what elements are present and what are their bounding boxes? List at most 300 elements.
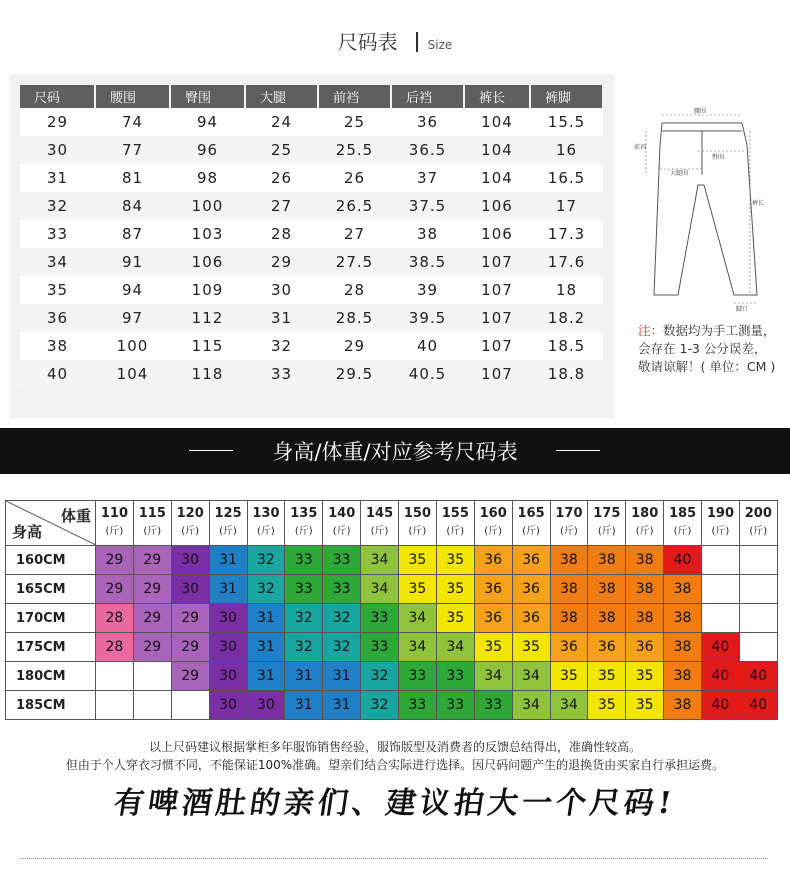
grid-size-cell: 30 [171, 546, 209, 575]
size-table-row [20, 248, 603, 276]
size-table-cell: 106 [464, 220, 530, 248]
size-table-cell: 16.5 [530, 164, 603, 192]
grid-size-cell: 35 [399, 546, 437, 575]
grid-size-cell: 38 [550, 546, 588, 575]
grid-size-cell: 35 [474, 633, 512, 662]
grid-weight-unit: (斤) [408, 526, 427, 537]
size-table-cell: 18.2 [530, 304, 603, 332]
grid-weight-unit: (斤) [143, 526, 162, 537]
grid-size-cell: 31 [247, 662, 285, 691]
grid-size-cell [739, 575, 777, 604]
grid-size-cell: 31 [209, 575, 247, 604]
size-table-cell: 74 [95, 108, 170, 136]
grid-size-cell: 40 [664, 546, 702, 575]
size-table-cell: 100 [95, 332, 170, 360]
size-table-cell: 29.5 [318, 360, 391, 388]
grid-size-cell: 32 [285, 633, 323, 662]
grid-size-cell: 31 [285, 662, 323, 691]
corner-height-label: 身高 [12, 523, 43, 541]
grid-size-cell: 33 [474, 691, 512, 720]
size-table-cell: 112 [170, 304, 245, 332]
corner-weight-label: 体重 [60, 507, 91, 525]
size-table-cell: 81 [95, 164, 170, 192]
grid-size-cell: 33 [323, 575, 361, 604]
grid-corner [6, 501, 96, 546]
size-table-header-cell: 裤长 [464, 85, 530, 108]
grid-weight-unit: (斤) [219, 526, 237, 537]
grid-size-cell: 33 [285, 575, 323, 604]
grid-weight-header [474, 501, 512, 546]
size-table-cell: 39 [391, 276, 464, 304]
grid-weight-value: 170 [555, 506, 583, 521]
size-table-cell: 109 [170, 276, 245, 304]
dotted-divider [20, 858, 768, 859]
grid-size-cell: 38 [664, 604, 702, 633]
size-table-cell: 36 [20, 304, 95, 332]
grid-weight-value: 165 [517, 506, 545, 521]
grid-size-cell: 29 [133, 575, 171, 604]
grid-weight-unit: (斤) [711, 526, 730, 537]
size-table-cell: 29 [318, 332, 391, 360]
size-table-cell: 106 [464, 192, 530, 220]
grid-size-cell: 29 [133, 604, 171, 633]
grid-size-cell: 31 [323, 691, 361, 720]
grid-size-cell: 30 [209, 633, 247, 662]
grid-weight-value: 130 [252, 506, 280, 521]
grid-size-cell: 32 [323, 633, 361, 662]
grid-size-cell: 29 [171, 662, 209, 691]
grid-weight-unit: (斤) [105, 526, 124, 537]
note-text: 数据均为手工测量，会存在 1-3 公分误差，敬请谅解！( 单位：CM ) [638, 323, 776, 374]
grid-size-cell: 36 [512, 546, 550, 575]
size-table-cell: 36.5 [391, 136, 464, 164]
grid-weight-unit: (斤) [446, 526, 465, 537]
size-table-header-cell: 腰围 [95, 85, 170, 108]
size-table-cell: 25 [318, 108, 391, 136]
grid-size-cell: 36 [512, 604, 550, 633]
size-table-cell: 28.5 [318, 304, 391, 332]
grid-header-row [6, 501, 778, 546]
size-table-cell: 91 [95, 248, 170, 276]
grid-weight-header [285, 501, 323, 546]
size-table-cell: 32 [245, 332, 318, 360]
grid-row [6, 633, 778, 662]
grid-weight-value: 175 [593, 506, 621, 521]
grid-weight-header [247, 501, 285, 546]
grid-size-cell: 33 [399, 662, 437, 691]
grid-size-cell: 30 [209, 662, 247, 691]
size-table-cell: 77 [95, 136, 170, 164]
size-table-cell: 84 [95, 192, 170, 220]
size-table-row [20, 276, 603, 304]
grid-weight-value: 200 [744, 506, 772, 521]
grid-weight-unit: (斤) [635, 526, 654, 537]
grid-size-cell [702, 575, 740, 604]
grid-weight-value: 140 [328, 506, 356, 521]
size-table-cell: 40.5 [391, 360, 464, 388]
measurement-note [638, 322, 778, 376]
grid-weight-header [209, 501, 247, 546]
size-table-cell: 107 [464, 248, 530, 276]
reference-banner [0, 428, 790, 474]
grid-size-cell: 29 [133, 546, 171, 575]
grid-size-cell: 34 [512, 691, 550, 720]
size-table-row [20, 108, 603, 136]
grid-height-label: 185CM [6, 691, 96, 720]
grid-row [6, 546, 778, 575]
grid-size-cell: 30 [209, 604, 247, 633]
size-table-cell: 107 [464, 276, 530, 304]
grid-weight-unit: (斤) [294, 526, 313, 537]
size-table-cell: 104 [95, 360, 170, 388]
size-table [20, 85, 604, 388]
size-table-cell: 30 [20, 136, 95, 164]
grid-row [6, 662, 778, 691]
size-table-row [20, 332, 603, 360]
size-table-cell: 32 [20, 192, 95, 220]
grid-row [6, 575, 778, 604]
size-table-cell: 25 [245, 136, 318, 164]
banner-line-right [556, 450, 600, 451]
size-table-header-cell: 裤脚 [530, 85, 603, 108]
size-table-cell: 24 [245, 108, 318, 136]
grid-size-cell: 34 [361, 575, 399, 604]
size-table-cell: 37.5 [391, 192, 464, 220]
title-main: 尺码表 [337, 30, 398, 54]
grid-weight-header [399, 501, 437, 546]
height-weight-grid [5, 500, 778, 720]
size-table-cell: 106 [170, 248, 245, 276]
size-table-header-cell: 前裆 [318, 85, 391, 108]
grid-weight-value: 150 [403, 506, 431, 521]
size-table-cell: 18.5 [530, 332, 603, 360]
grid-size-cell: 31 [323, 662, 361, 691]
grid-weight-header [96, 501, 134, 546]
size-table-cell: 17.6 [530, 248, 603, 276]
size-table-cell: 33 [245, 360, 318, 388]
grid-weight-value: 190 [706, 506, 734, 521]
grid-size-cell [171, 691, 209, 720]
grid-weight-unit: (斤) [597, 526, 616, 537]
grid-size-cell: 35 [626, 691, 664, 720]
grid-height-label: 165CM [6, 575, 96, 604]
grid-weight-header [361, 501, 399, 546]
grid-size-cell: 32 [361, 691, 399, 720]
size-table-cell: 97 [95, 304, 170, 332]
grid-size-cell: 28 [96, 633, 134, 662]
size-table-cell: 96 [170, 136, 245, 164]
grid-size-cell: 38 [626, 604, 664, 633]
diagram-label-thigh: 大腿围 [670, 170, 689, 177]
grid-size-cell: 40 [739, 662, 777, 691]
size-table-cell: 28 [245, 220, 318, 248]
size-table-row [20, 304, 603, 332]
grid-row [6, 604, 778, 633]
grid-size-cell [702, 546, 740, 575]
grid-weight-unit: (斤) [484, 526, 503, 537]
size-table-cell: 30 [245, 276, 318, 304]
size-table-cell: 100 [170, 192, 245, 220]
grid-size-cell: 33 [323, 546, 361, 575]
size-table-cell: 115 [170, 332, 245, 360]
banner-title: 身高/体重/对应参考尺码表 [272, 440, 518, 464]
grid-size-cell: 33 [399, 691, 437, 720]
grid-weight-header [588, 501, 626, 546]
note-prefix: 注： [638, 323, 664, 338]
size-table-cell: 36 [391, 108, 464, 136]
size-table-header-cell: 大腿 [245, 85, 318, 108]
grid-weight-header [171, 501, 209, 546]
size-table-cell: 38 [20, 332, 95, 360]
grid-size-cell [739, 546, 777, 575]
grid-size-cell: 38 [550, 604, 588, 633]
grid-row [6, 691, 778, 720]
grid-weight-header [626, 501, 664, 546]
slogan: 有啤酒肚的亲们、建议拍大一个尺码! [111, 786, 678, 821]
grid-size-cell: 32 [285, 604, 323, 633]
grid-weight-unit: (斤) [749, 526, 768, 537]
size-table-cell: 94 [95, 276, 170, 304]
title-sub: Size [427, 38, 453, 52]
diagram-label-front-rise: 前裆 [634, 144, 647, 151]
grid-size-cell [739, 633, 777, 662]
grid-weight-value: 155 [441, 506, 469, 521]
grid-size-cell: 38 [626, 575, 664, 604]
grid-weight-unit: (斤) [332, 526, 351, 537]
grid-size-cell [96, 691, 134, 720]
grid-weight-unit: (斤) [181, 526, 200, 537]
size-table-cell: 107 [464, 304, 530, 332]
size-table-cell: 26 [318, 164, 391, 192]
grid-size-cell: 31 [209, 546, 247, 575]
grid-size-cell: 32 [323, 604, 361, 633]
grid-weight-unit: (斤) [522, 526, 540, 537]
pants-measurement-diagram [632, 105, 782, 315]
grid-size-cell: 34 [512, 662, 550, 691]
grid-size-cell [96, 662, 134, 691]
size-table-cell: 38.5 [391, 248, 464, 276]
grid-weight-value: 135 [290, 506, 318, 521]
grid-size-cell: 38 [664, 633, 702, 662]
size-table-row [20, 360, 603, 388]
size-table-header [20, 85, 603, 108]
size-table-cell: 27 [245, 192, 318, 220]
grid-weight-unit: (斤) [257, 526, 275, 537]
grid-size-cell: 32 [247, 575, 285, 604]
grid-size-cell: 36 [550, 633, 588, 662]
grid-size-cell: 35 [512, 633, 550, 662]
grid-size-cell: 29 [171, 633, 209, 662]
grid-size-cell: 34 [399, 604, 437, 633]
grid-size-cell: 36 [474, 575, 512, 604]
diagram-label-length: 裤长 [752, 200, 765, 207]
grid-size-cell: 33 [436, 662, 474, 691]
size-table-cell: 16 [530, 136, 603, 164]
grid-size-cell: 35 [399, 575, 437, 604]
size-table-cell: 17.3 [530, 220, 603, 248]
grid-size-cell: 35 [550, 662, 588, 691]
grid-size-cell: 40 [702, 633, 740, 662]
size-table-cell: 15.5 [530, 108, 603, 136]
size-table-cell: 18 [530, 276, 603, 304]
size-table-cell: 31 [20, 164, 95, 192]
size-table-cell: 25.5 [318, 136, 391, 164]
grid-size-cell: 38 [664, 575, 702, 604]
grid-size-cell: 29 [96, 546, 134, 575]
size-table-cell: 38 [391, 220, 464, 248]
grid-height-label: 160CM [6, 546, 96, 575]
size-table-cell: 27 [318, 220, 391, 248]
grid-weight-value: 120 [176, 506, 204, 521]
grid-size-cell: 35 [588, 662, 626, 691]
grid-weight-header [702, 501, 740, 546]
grid-size-cell: 40 [739, 691, 777, 720]
diagram-label-hip: 臀围 [712, 154, 725, 161]
grid-size-cell: 38 [588, 575, 626, 604]
grid-size-cell: 33 [436, 691, 474, 720]
size-table-header-cell: 尺码 [20, 85, 95, 108]
grid-size-cell: 36 [474, 546, 512, 575]
size-table-cell: 29 [245, 248, 318, 276]
size-table-cell: 27.5 [318, 248, 391, 276]
size-table-cell: 40 [20, 360, 95, 388]
grid-weight-value: 185 [668, 506, 697, 521]
grid-size-cell [739, 604, 777, 633]
size-table-cell: 29 [20, 108, 95, 136]
size-table-row [20, 136, 603, 164]
grid-size-cell [702, 604, 740, 633]
grid-size-cell: 35 [588, 691, 626, 720]
grid-weight-unit: (斤) [370, 526, 389, 537]
size-table-cell: 37 [391, 164, 464, 192]
grid-weight-header [436, 501, 474, 546]
size-table-cell: 33 [20, 220, 95, 248]
size-table-cell: 107 [464, 360, 530, 388]
size-table-cell: 26.5 [318, 192, 391, 220]
grid-size-cell: 30 [171, 575, 209, 604]
size-table-cell: 18.8 [530, 360, 603, 388]
size-table-cell: 104 [464, 164, 530, 192]
grid-height-label: 180CM [6, 662, 96, 691]
size-table-cell: 31 [245, 304, 318, 332]
grid-weight-value: 180 [631, 506, 659, 521]
size-table-cell: 26 [245, 164, 318, 192]
size-table-cell: 118 [170, 360, 245, 388]
grid-height-label: 170CM [6, 604, 96, 633]
size-table-header-cell: 臀围 [170, 85, 245, 108]
grid-size-cell: 35 [436, 546, 474, 575]
grid-size-cell: 32 [247, 546, 285, 575]
grid-weight-value: 125 [214, 506, 242, 521]
grid-weight-unit: (斤) [560, 526, 578, 537]
grid-size-cell: 36 [588, 633, 626, 662]
grid-size-cell: 38 [550, 575, 588, 604]
size-table-cell: 94 [170, 108, 245, 136]
grid-size-cell: 31 [247, 604, 285, 633]
grid-weight-header [133, 501, 171, 546]
diagram-label-hem: 脚口 [736, 306, 749, 313]
size-table-cell: 103 [170, 220, 245, 248]
size-table-cell: 17 [530, 192, 603, 220]
grid-size-cell: 29 [133, 633, 171, 662]
grid-size-cell: 31 [247, 633, 285, 662]
pants-outline [654, 123, 757, 295]
grid-size-cell: 38 [626, 546, 664, 575]
grid-size-cell: 35 [436, 575, 474, 604]
size-table-cell: 87 [95, 220, 170, 248]
size-table-cell: 40 [391, 332, 464, 360]
grid-size-cell: 28 [96, 604, 134, 633]
grid-size-cell: 40 [702, 662, 740, 691]
size-table-header-cell: 后裆 [391, 85, 464, 108]
grid-size-cell: 40 [702, 691, 740, 720]
grid-size-cell: 38 [588, 604, 626, 633]
grid-size-cell: 36 [474, 604, 512, 633]
grid-size-cell: 29 [171, 604, 209, 633]
grid-size-cell: 33 [285, 546, 323, 575]
grid-size-cell: 32 [361, 662, 399, 691]
grid-size-cell: 33 [361, 633, 399, 662]
grid-size-cell: 38 [664, 662, 702, 691]
footnote-1: 以上尺码建议根据掌柜多年服饰销售经验，服饰版型及消费者的反馈总结得出，准确性较高。 [148, 740, 641, 754]
grid-size-cell [133, 662, 171, 691]
grid-size-cell: 29 [96, 575, 134, 604]
size-table-cell: 34 [20, 248, 95, 276]
grid-size-cell: 35 [436, 604, 474, 633]
grid-weight-unit: (斤) [673, 526, 692, 537]
grid-weight-value: 110 [100, 506, 128, 521]
grid-weight-header [323, 501, 361, 546]
size-table-cell: 35 [20, 276, 95, 304]
grid-weight-header [550, 501, 588, 546]
size-table-cell: 98 [170, 164, 245, 192]
grid-height-label: 175CM [6, 633, 96, 662]
grid-size-cell: 34 [399, 633, 437, 662]
grid-size-cell: 30 [247, 691, 285, 720]
size-table-row [20, 164, 603, 192]
title-divider [416, 32, 418, 52]
grid-weight-value: 115 [138, 506, 166, 521]
grid-weight-header [739, 501, 777, 546]
size-table-row [20, 220, 603, 248]
page-title [0, 26, 790, 55]
grid-size-cell: 34 [361, 546, 399, 575]
grid-size-cell: 34 [474, 662, 512, 691]
size-table-row [20, 192, 603, 220]
grid-weight-value: 145 [365, 506, 394, 521]
grid-size-cell: 31 [285, 691, 323, 720]
grid-weight-header [512, 501, 550, 546]
grid-size-cell: 30 [209, 691, 247, 720]
size-table-cell: 39.5 [391, 304, 464, 332]
size-table-cell: 104 [464, 108, 530, 136]
footnote-2: 但由于个人穿衣习惯不同，不能保证100%准确。望亲们结合实际进行选择。因尺码问题产生的退换货由买家自行承担运费。 [65, 758, 725, 772]
grid-size-cell: 33 [361, 604, 399, 633]
size-table-cell: 107 [464, 332, 530, 360]
grid-size-cell: 38 [664, 691, 702, 720]
grid-size-cell: 34 [436, 633, 474, 662]
grid-size-cell: 36 [626, 633, 664, 662]
grid-size-cell: 36 [512, 575, 550, 604]
grid-size-cell: 34 [550, 691, 588, 720]
size-table-cell: 104 [464, 136, 530, 164]
diagram-label-waist: 腰围 [694, 108, 707, 115]
grid-weight-value: 160 [479, 506, 507, 521]
grid-size-cell: 35 [626, 662, 664, 691]
grid-size-cell [133, 691, 171, 720]
grid-size-cell: 38 [588, 546, 626, 575]
size-table-cell: 28 [318, 276, 391, 304]
